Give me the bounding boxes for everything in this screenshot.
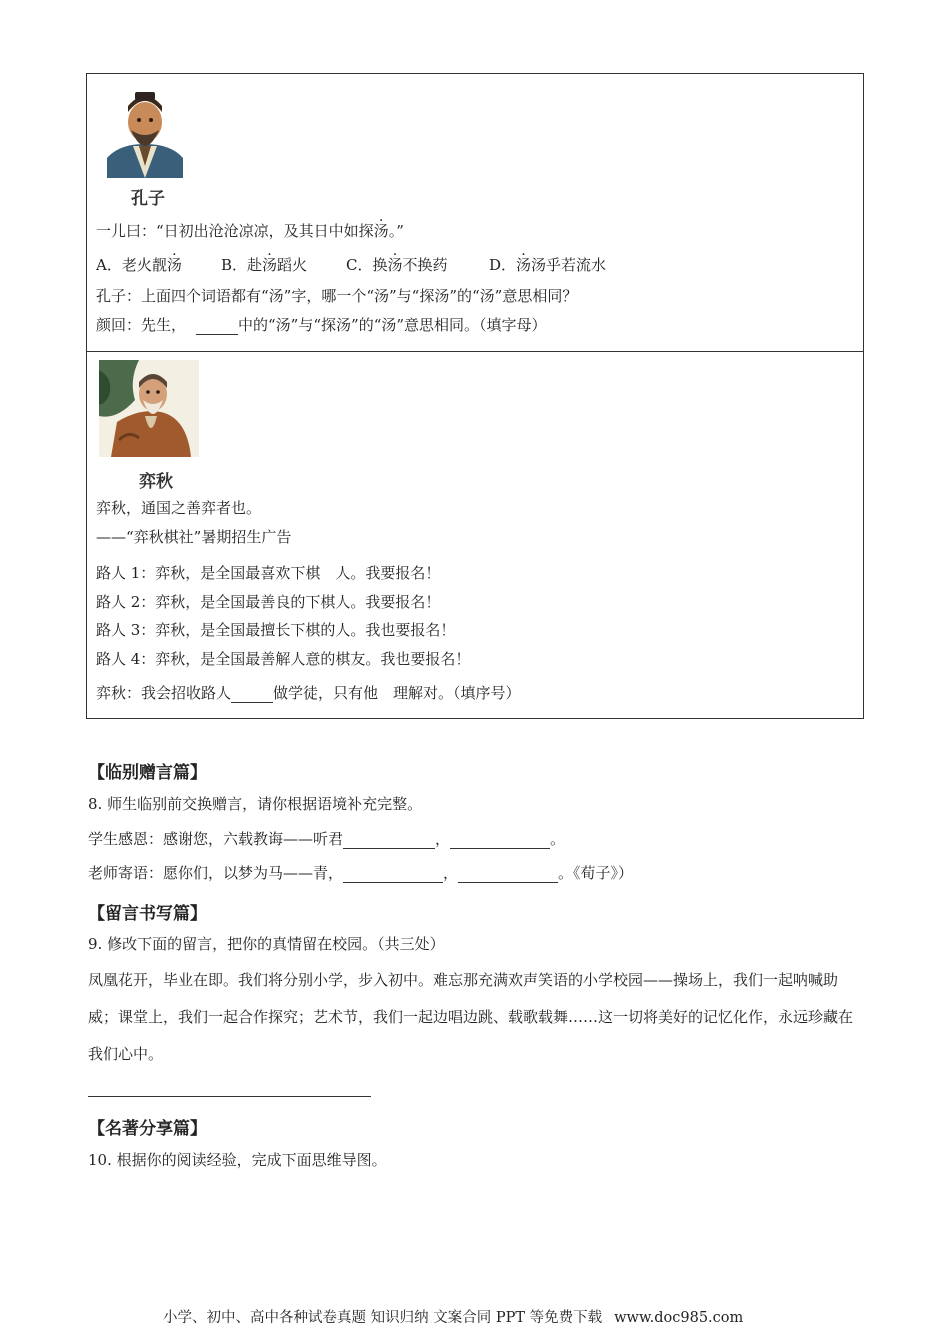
question-9: 9. 修改下面的留言，把你的真情留在校园。（共三处）: [88, 935, 445, 953]
yiqiu-reply: 弈秋：我会招收路人 做学徒，只有他 理解对。（填序号）: [96, 684, 521, 702]
student-blank-1[interactable]: [343, 832, 435, 849]
passer-2: 路人 2：弈秋，是全国最善良的下棋人。我要报名！: [96, 593, 441, 611]
footer-url[interactable]: www.doc985.com: [614, 1310, 744, 1326]
section-classics-heading: 【名著分享篇】: [88, 1119, 207, 1139]
teacher-blank-1[interactable]: [343, 866, 443, 883]
footer-text: 小学、初中、高中各种试卷真题 知识归纳 文案合同 PPT 等免费下载: [163, 1310, 603, 1326]
confucius-panel: [86, 73, 864, 352]
confucius-quote: 一儿曰：“日初出沧沧凉凉，及其日中如探汤。”: [96, 222, 404, 240]
option-a: A．老火靓汤: [96, 256, 182, 274]
yiqiu-ad-title: ——“弈秋棋社”暑期招生广告: [96, 528, 292, 546]
yiqiu-line1: 弈秋，通国之善弈者也。: [96, 499, 262, 517]
option-c: C．换汤不换药: [346, 256, 448, 274]
yiqiu-portrait-icon: [99, 360, 199, 457]
student-blank-2[interactable]: [450, 832, 550, 849]
message-essay: 凤凰花开，毕业在即。我们将分别小学，步入初中。难忘那充满欢声笑语的小学校园——操场上，我们一起呐喊助威；课堂上，我们一起合作探究；艺术节，我们一起边唱边跳、载歌载舞……这一切将美好的记忆化作，永远珍藏在我们心中。: [88, 971, 854, 1063]
section-farewell-heading: 【临别赠言篇】: [88, 763, 207, 783]
reply-blank[interactable]: [231, 686, 273, 703]
yanhui-answer: 颜回：先生， 中的“汤”与“探汤”的“汤”意思相同。（填字母）: [96, 316, 547, 334]
teacher-blank-2[interactable]: [458, 866, 558, 883]
question-8: 8. 师生临别前交换赠言，请你根据语境补充完整。: [88, 795, 423, 813]
options-row: [96, 255, 606, 275]
answer-blank[interactable]: [196, 318, 238, 335]
option-d: D．汤汤乎若流水: [489, 256, 607, 274]
passer-4: 路人 4：弈秋，是全国最善解人意的棋友。我也要报名！: [96, 650, 471, 668]
passer-1: 路人 1：弈秋，是全国最喜欢下棋 人。我要报名！: [96, 564, 441, 582]
yiqiu-caption: 弈秋: [139, 472, 173, 492]
page-footer: [163, 1306, 743, 1327]
confucius-caption: 孔子: [131, 189, 165, 209]
student-thanks: 学生感恩：感谢您，六载教诲——听君 ， 。: [88, 830, 566, 848]
teacher-message: 老师寄语：愿你们，以梦为马——青， ， 。《荀子》）: [88, 864, 634, 882]
option-b: B．赴汤蹈火: [221, 256, 308, 274]
answer-line[interactable]: [88, 1096, 371, 1097]
confucius-portrait-icon: [99, 86, 191, 178]
section-message-heading: 【留言书写篇】: [88, 904, 207, 924]
confucius-question: 孔子：上面四个词语都有“汤”字，哪一个“汤”与“探汤”的“汤”意思相同？: [96, 287, 578, 305]
question-10: 10. 根据你的阅读经验，完成下面思维导图。: [88, 1151, 387, 1169]
passer-3: 路人 3：弈秋，是全国最擅长下棋的人。我也要报名！: [96, 621, 456, 639]
